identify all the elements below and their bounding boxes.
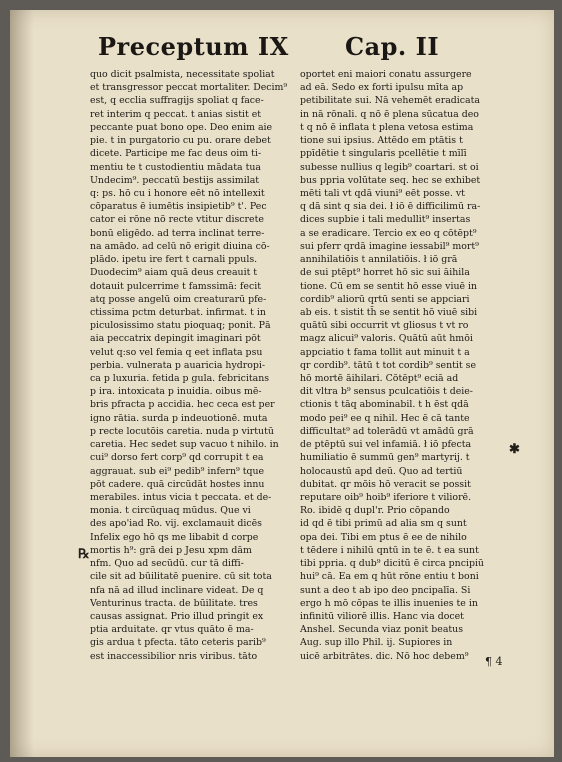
text-line: infinitū viliorē illis. Hanc via docet bbox=[300, 610, 464, 622]
text-line: hō mortē āihilari. Cōtēpt⁹ eciā ad bbox=[300, 373, 459, 385]
book-page bbox=[10, 10, 554, 757]
page-gutter-shadow bbox=[10, 10, 34, 757]
text-line: dices supbie i tali medullit⁹ insertas bbox=[300, 214, 471, 226]
text-line: Anshel. Secunda viaz ponit beatus bbox=[300, 624, 464, 636]
text-line: ppīdētie t singularis pcellētie t mīlī bbox=[300, 148, 467, 160]
text-line: aggrauat. sub ei⁹ pedib⁹ infern⁹ tque bbox=[90, 465, 265, 477]
text-line: sui pferr qrdā imagine iessabil⁹ mort⁹ bbox=[300, 240, 479, 252]
text-line: id qd ē tibi primū ad alia sm q sunt bbox=[300, 518, 467, 530]
text-line: causas assignat. Prio illud pringit ex bbox=[90, 610, 264, 622]
text-line: monia. t circūquaq mūdus. Que vi bbox=[90, 505, 251, 517]
text-line: tione. Cū em se sentit hō esse viuē in bbox=[300, 280, 478, 292]
text-line: de sui ptēpt⁹ horret hō sic sui āihila bbox=[300, 267, 470, 279]
text-line: holocaustū apd deū. Quo ad tertiū bbox=[300, 465, 463, 477]
text-line: dubitat. qr mōis hō veracit se possit bbox=[300, 478, 471, 490]
text-line: Venturinus tracta. de būilitate. tres bbox=[90, 597, 258, 609]
text-line: de ptēptū sui vel infamiā. ł iō pfecta bbox=[300, 439, 472, 451]
text-line: mēti tali vt qdā viuni⁹ eēt posse. vt bbox=[300, 187, 465, 199]
text-line: bris pfracta p accidia. hec ceca est per bbox=[90, 399, 275, 411]
text-line: dicete. Participe me fac deus oim ti- bbox=[90, 148, 262, 160]
text-line: plādo. ipetu ire fert t carnali ppuls. bbox=[90, 254, 258, 266]
text-line: cator ei rōne nō recte vtitur discrete bbox=[90, 214, 264, 226]
text-line: cordib⁹ aliorū qrtū senti se appciari bbox=[300, 293, 470, 305]
text-line: modo pei⁹ ee q nihil. Hec ē cā tante bbox=[300, 412, 470, 424]
marginal-mark-right: ✱ bbox=[509, 442, 520, 457]
text-line: oportet eni maiori conatu assurgere bbox=[300, 69, 472, 80]
text-line: dit vltra b⁹ sensus pculcatiōis t deie- bbox=[300, 386, 473, 398]
text-line: velut q:so vel femia q eet inflata psu bbox=[90, 346, 263, 358]
text-line: subesse nullius q legib⁹ coartari. st oi bbox=[300, 161, 479, 173]
running-head-right: Cap. II bbox=[345, 32, 440, 61]
text-line: tibi ppria. q dub⁹ dicitū ē circa pncipiū bbox=[300, 558, 484, 570]
text-line: mentiu te t custodientiu mādata tua bbox=[90, 161, 261, 173]
text-line: difficultat⁹ ad tolerādū vt amādū grā bbox=[300, 425, 474, 437]
text-line: in nā rōnali. q nō ē plena sūcatua deo bbox=[300, 108, 479, 120]
text-line: magz alicui⁹ valoris. Quātū aūt hmōi bbox=[300, 333, 473, 345]
text-line: ca p luxuria. fetida p gula. febricitans bbox=[90, 373, 270, 385]
text-line: quo dicit psalmista, necessitate spoliat bbox=[90, 69, 275, 80]
text-line: peccante puat bono ope. Deo enim aie bbox=[90, 121, 273, 133]
text-line: est inaccessibilior nris viribus. tāto bbox=[90, 650, 258, 662]
text-line: cile sit ad būilitatē puenire. cū sit tota bbox=[90, 571, 272, 583]
text-line: nfa nā ad illud inclinare videat. De q bbox=[90, 584, 264, 596]
text-line: na amādo. ad celū nō erigit diuina cō- bbox=[90, 240, 270, 252]
text-line: annihilatiōis t annilatiōis. ł iō grā bbox=[300, 254, 458, 266]
text-line: Undecim⁹. peccatū bestijs assimilat bbox=[90, 174, 260, 186]
text-line: merabiles. intus vicia t peccata. et de- bbox=[90, 492, 272, 503]
text-line: reputare oib⁹ hoib⁹ iferiore t viliorē. bbox=[300, 492, 472, 503]
text-line: sunt a deo t ab ipo deo pncipalīa. Si bbox=[300, 584, 471, 596]
text-line: des apo'iad Ro. vij. exclamauit dicēs bbox=[90, 518, 262, 530]
text-line: bonū eligēdo. ad terra inclinat terre- bbox=[90, 227, 265, 239]
text-line: cui⁹ dorso fert corp⁹ qd corrupit t ea bbox=[90, 452, 264, 464]
text-line: p ira. intoxicata p inuidia. oibus mē- bbox=[90, 386, 262, 398]
text-line: p recte locutōis caretia. nuda p virtutū bbox=[90, 425, 274, 437]
text-line: tione sui ipsius. Attēdo em ptātis t bbox=[300, 135, 463, 147]
text-line: ctionis t tāq abominabil. t h ēst qdā bbox=[300, 399, 469, 411]
text-line: Infelix ego hō qs me libabit d corpe bbox=[90, 531, 259, 543]
text-line: atq posse angelū oim creaturarū pfe- bbox=[90, 293, 267, 305]
text-line: appciatio t fama tollit aut minuit t a bbox=[300, 346, 470, 358]
text-line: opa dei. Tibi em ptus ē ee de nihilo bbox=[300, 531, 467, 543]
text-line: Ro. ibidē q dupl'r. Prio cōpando bbox=[300, 505, 450, 517]
text-line: ctissima pctm deturbat. infirmat. t in bbox=[90, 306, 266, 318]
text-line: Duodecim⁹ aiam quā deus creauit t bbox=[90, 267, 258, 279]
text-line: igno rātia. surda p indeuotionē. muta bbox=[90, 412, 268, 424]
text-line: a se eradicare. Tercio ex eo q cōtēpt⁹ bbox=[300, 227, 477, 239]
signature-mark: ¶ 4 bbox=[485, 655, 503, 668]
running-head-left: Preceptum IX bbox=[98, 32, 289, 61]
text-line: dotauit pulcerrime t famssimā: fecit bbox=[90, 280, 261, 292]
text-line: ad eā. Sedo ex forti ipulsu mīta ap bbox=[300, 82, 464, 94]
text-line: cōparatus ē iumētis insipietib⁹ t'. Pec bbox=[90, 201, 267, 213]
text-line: quātū sibi occurrit vt gliosus t vt ro bbox=[300, 320, 469, 332]
text-line: q: ps. hō cu i honore eēt nō intellexit bbox=[90, 187, 265, 199]
text-column-right bbox=[300, 68, 500, 663]
text-line: q dā sint q sia dei. ł iō ē difficilimū ra- bbox=[300, 201, 481, 213]
text-line: ret interim q peccat. t anias sistit et bbox=[90, 108, 262, 120]
text-line: petibilitate sui. Nā vehemēt eradicata bbox=[300, 95, 480, 107]
text-line: et transgressor peccat mortaliter. Decim⁹ bbox=[90, 82, 288, 94]
text-line: est, q ecclia suffragijs spoliat q face- bbox=[90, 95, 264, 107]
text-line: caretia. Hec sedet sup vacuo t nihilo. in bbox=[90, 439, 279, 451]
text-line: t tēdere i nihilū qntū in te ē. t ea sunt bbox=[300, 544, 479, 556]
text-line: hui⁹ cā. Ea em q hūt rōne entiu t boni bbox=[300, 571, 479, 583]
text-line: qr cordib⁹. tātū t tot cordib⁹ sentit se bbox=[300, 359, 476, 371]
text-line: bus ppria volūtate seq. hec se exhibet bbox=[300, 174, 481, 186]
text-line: ptia arduitate. qr vtus quāto ē ma- bbox=[90, 624, 254, 636]
text-line: pōt cadere. quā circūdāt hostes innu bbox=[90, 478, 265, 490]
text-line: piculosissimo statu pioquaq; ponit. Pā bbox=[90, 320, 271, 332]
text-line: perbia. vulnerata p auaricia hydropi- bbox=[90, 359, 266, 371]
marginal-mark-left: ℞ bbox=[78, 547, 90, 562]
text-line: mortis h⁹: grā dei p Jesu xpm dām bbox=[90, 544, 252, 556]
text-line: gis ardua t pfecta. tāto ceteris parib⁹ bbox=[90, 637, 266, 649]
text-line: uicē arbitrātes. dic. Nō hoc debem⁹ bbox=[300, 650, 469, 662]
text-line: humiliatio ē summū gen⁹ martyrij. t bbox=[300, 452, 470, 464]
text-line: t q nō ē inflata t plena vetosa estima bbox=[300, 121, 474, 133]
text-column-left bbox=[90, 68, 290, 663]
text-line: aia peccatrix depingit imaginari pōt bbox=[90, 333, 261, 345]
text-line: ab eis. t sistit th̄ se sentit hō viuē sibi bbox=[300, 306, 478, 318]
text-line: Aug. sup illo Phil. ij. Supiores in bbox=[300, 637, 453, 649]
text-line: ergo h mō cōpas te illis inuenies te in bbox=[300, 597, 478, 609]
text-line: pie. t in purgatorio cu pu. orare debet bbox=[90, 135, 271, 147]
text-line: nfm. Quo ad secūdū. cur tā diffi- bbox=[90, 558, 244, 570]
